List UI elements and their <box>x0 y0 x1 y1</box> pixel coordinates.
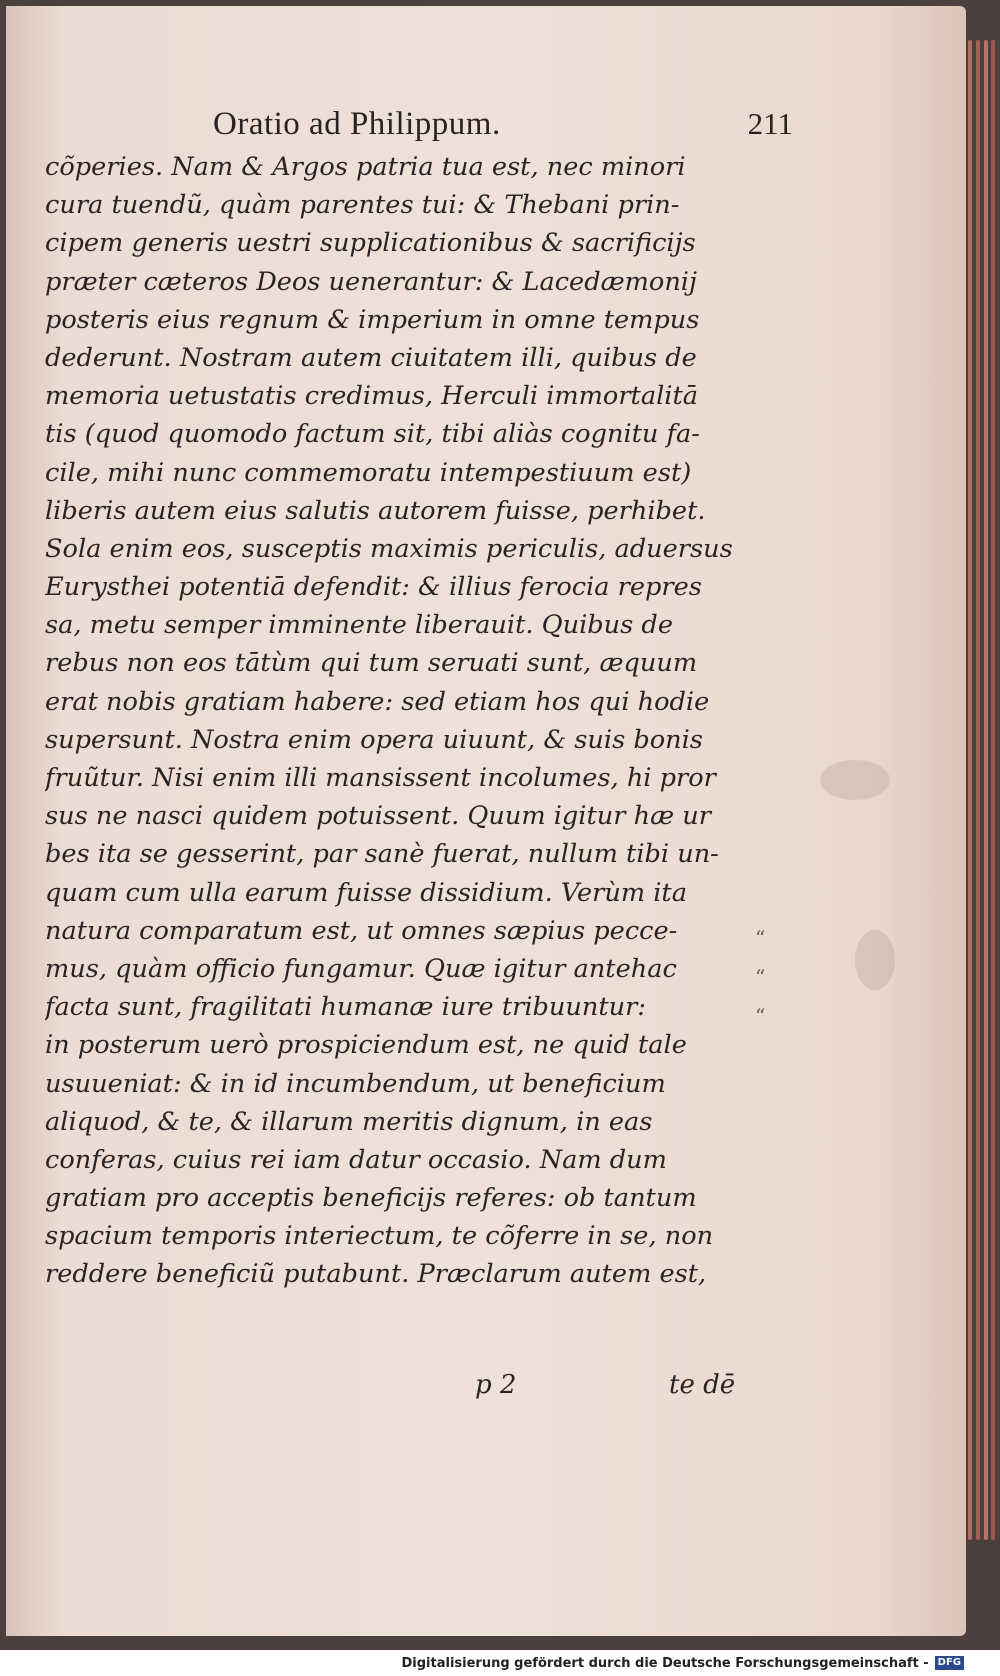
text-line: memoria uetustatis credimus, Herculi immortalitā <box>45 381 699 412</box>
text-line: Eurysthei potentiā defendit: & illius ferocia repres <box>45 572 702 603</box>
digitization-credit <box>402 1654 965 1672</box>
text-line: facta sunt, fragilitati humanæ iure tribuuntur: <box>45 992 646 1023</box>
page-edge-stripe <box>991 40 995 1540</box>
text-line: bes ita se gesserint, par sanè fuerat, nullum tibi un- <box>45 839 719 870</box>
text-line: posteris eius regnum & imperium in omne tempus <box>45 304 700 335</box>
text-line: reddere beneficiũ putabunt. Præclarum autem est, <box>45 1259 707 1290</box>
text-line: conferas, cuius rei iam datur occasio. Nam dum <box>45 1144 667 1175</box>
ink-show-through <box>855 930 895 990</box>
text-line: Sola enim eos, susceptis maximis periculis, aduersus <box>45 533 733 564</box>
dfg-logo: DFG <box>935 1656 964 1670</box>
page-edge-stripe <box>976 40 980 1540</box>
text-line: tis (quod quomodo factum sit, tibi aliàs cognitu fa- <box>45 419 700 450</box>
page-number: 211 <box>747 106 793 141</box>
margin-quote-mark: “ <box>755 1004 766 1028</box>
text-line: mus, quàm officio fungamur. Quæ igitur antehac <box>45 953 677 984</box>
text-line: rebus non eos tātùm qui tum seruati sunt, æquum <box>45 648 698 679</box>
text-line: in posterum uerò prospiciendum est, ne quid tale <box>45 1030 687 1061</box>
text-line: cura tuendũ, quàm parentes tui: & Thebani prin- <box>45 190 680 221</box>
catchword: te dē <box>669 1370 736 1400</box>
text-line: supersunt. Nostra enim opera uiuunt, & suis bonis <box>45 724 703 755</box>
signature-mark: p 2 <box>475 1370 517 1400</box>
running-title: Oratio ad Philippum. <box>213 106 501 142</box>
text-line: spacium temporis interiectum, te cõferre in se, non <box>45 1221 714 1252</box>
text-line: erat nobis gratiam habere: sed etiam hos qui hodie <box>45 686 710 717</box>
text-line: fruũtur. Nisi enim illi mansissent incolumes, hi pror <box>45 763 716 793</box>
text-line: præter cæteros Deos uenerantur: & Lacedæmonij <box>45 266 697 297</box>
margin-quote-mark: “ <box>755 926 766 950</box>
page-edge-stripe <box>984 40 988 1540</box>
text-line: cipem generis uestri supplicationibus & sacrificijs <box>45 228 696 259</box>
page-edge-stripe <box>968 40 972 1540</box>
text-line: cile, mihi nunc commemoratu intempestiuum est) <box>45 457 692 488</box>
text-line: natura comparatum est, ut omnes sæpius pecce- <box>45 915 678 946</box>
text-line: usuueniat: & in id incumbendum, ut beneficium <box>45 1068 666 1099</box>
page-header <box>45 104 795 150</box>
text-line: sa, metu semper imminente liberauit. Quibus de <box>45 610 673 641</box>
text-line: quam cum ulla earum fuisse dissidium. Verùm ita <box>45 877 687 908</box>
page-foot <box>45 1370 757 1414</box>
ink-show-through <box>820 760 890 800</box>
text-line: aliquod, & te, & illarum meritis dignum, in eas <box>45 1106 653 1137</box>
text-line: gratiam pro acceptis beneficijs referes: ob tantum <box>45 1183 697 1214</box>
margin-quote-mark: “ <box>755 965 766 989</box>
credit-text: Digitalisierung gefördert durch die Deutsche Forschungsgemeinschaft - <box>401 1655 929 1671</box>
text-line: cõperies. Nam & Argos patria tua est, nec minori <box>45 152 686 182</box>
text-line: dederunt. Nostram autem ciuitatem illi, quibus de <box>45 342 697 373</box>
body-text <box>45 148 757 1294</box>
text-line: sus ne nasci quidem potuissent. Quum igitur hæ ur <box>45 801 712 832</box>
text-line: liberis autem eius salutis autorem fuisse, perhibet. <box>45 495 706 526</box>
